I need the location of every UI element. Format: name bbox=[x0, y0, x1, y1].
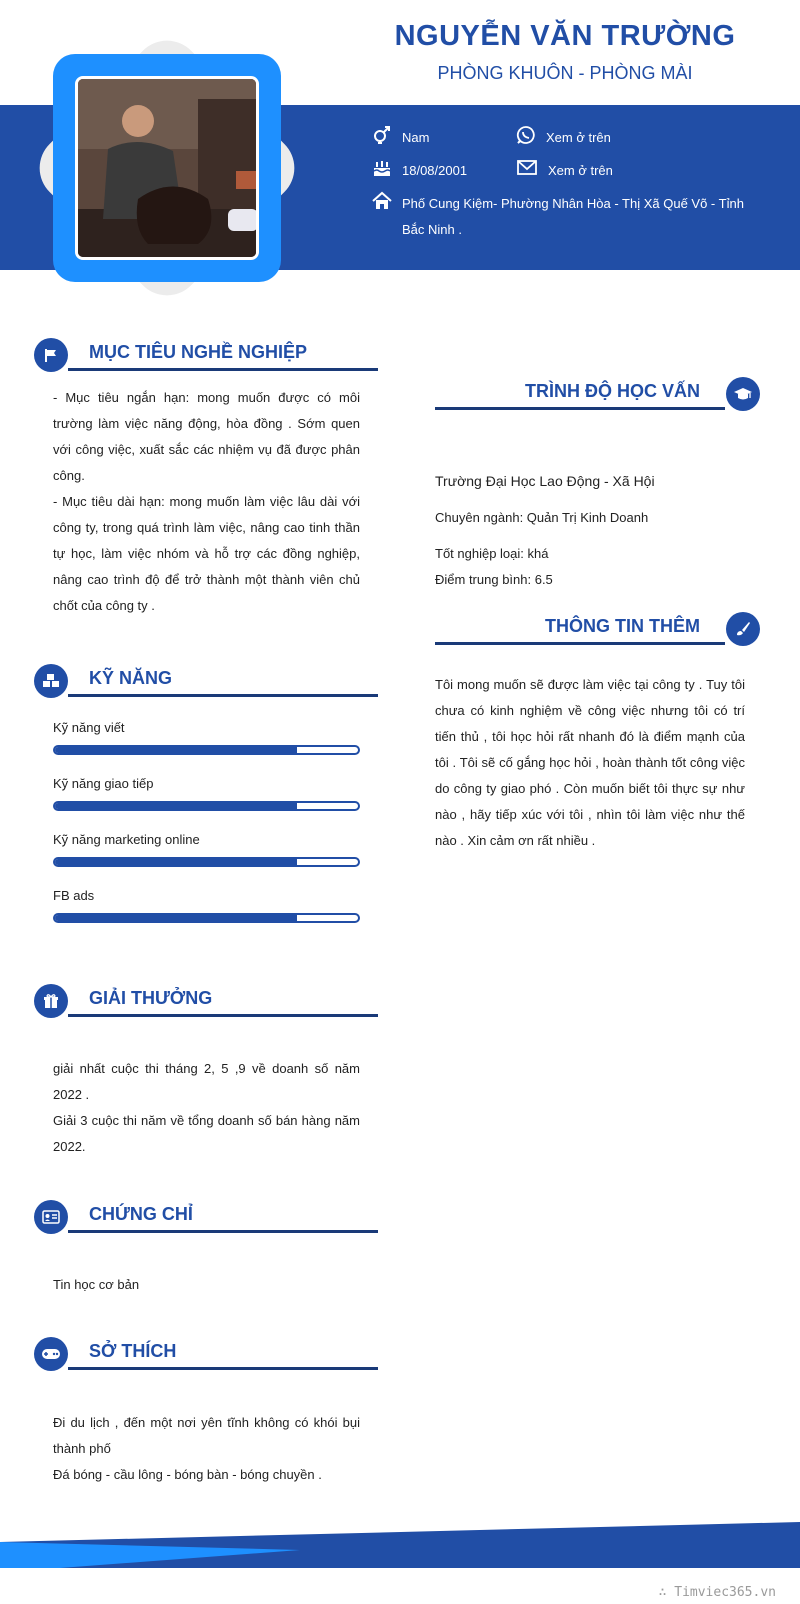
section-awards-header bbox=[34, 984, 378, 1024]
skill-label: FB ads bbox=[53, 888, 95, 903]
contact-email bbox=[516, 158, 613, 184]
skill-bar bbox=[53, 745, 360, 755]
watermark: ∴ Timviec365.vn bbox=[658, 1585, 776, 1600]
email-text: Xem ở trên bbox=[548, 163, 613, 178]
section-skills-header bbox=[34, 664, 378, 704]
address-text bbox=[402, 191, 744, 243]
skill-label: Kỹ năng marketing online bbox=[53, 832, 200, 847]
section-title: TRÌNH ĐỘ HỌC VẤN bbox=[525, 381, 700, 401]
section-extra-header bbox=[435, 612, 760, 652]
id-card-icon bbox=[34, 1200, 68, 1234]
skill-bar bbox=[53, 857, 360, 867]
extra-text: Tôi mong muốn sẽ được làm việc tại công ty . Tuy tôi chưa có kinh nghiệm về công việc nhưng tôi có trí tiến thủ , tôi học hỏi rất nhanh đó là điểm mạnh của tôi . Tôi sẽ cố gắng học hỏi , hoàn thành tốt công việc do công ty giao phó . Còn muốn biết tôi thực sự như nào , hãy tiếp xúc với tôi , nhìn tôi làm việc như thế nào . Xin cảm ơn rất nhiều . bbox=[435, 677, 745, 848]
contact-address bbox=[372, 191, 752, 243]
section-title: MỤC TIÊU NGHỀ NGHIỆP bbox=[89, 342, 308, 362]
contact-birthday bbox=[372, 158, 467, 184]
award-item: Giải 3 cuộc thi năm về tổng doanh số bán hàng năm 2022. bbox=[53, 1113, 360, 1154]
skill-fill bbox=[55, 859, 297, 865]
section-divider bbox=[68, 1367, 378, 1370]
section-certificates-header bbox=[34, 1200, 378, 1240]
candidate-position: PHÒNG KHUÔN - PHÒNG MÀI bbox=[437, 63, 693, 83]
section-divider bbox=[68, 694, 378, 697]
skill-label: Kỹ năng viết bbox=[53, 720, 125, 735]
education-school: Trường Đại Học Lao Động - Xã Hội bbox=[435, 473, 655, 489]
section-divider bbox=[68, 1014, 378, 1017]
whatsapp-icon bbox=[516, 125, 536, 145]
hobbies-text bbox=[53, 1410, 360, 1488]
gift-icon bbox=[34, 984, 68, 1018]
skill-bar bbox=[53, 801, 360, 811]
cubes-icon bbox=[34, 664, 68, 698]
address-line-1: Phố Cung Kiệm- Phường Nhân Hòa - Thị Xã Quế Võ - Tỉnh bbox=[402, 196, 744, 211]
skill-fill bbox=[55, 915, 297, 921]
contact-phone bbox=[516, 125, 611, 151]
gender-text: Nam bbox=[402, 130, 430, 145]
hobby-item: Đi du lịch , đến một nơi yên tĩnh không có khói bụi thành phố bbox=[53, 1415, 360, 1456]
paint-brush-icon bbox=[726, 612, 760, 646]
birthday-cake-icon bbox=[372, 158, 392, 178]
skill-label: Kỹ năng giao tiếp bbox=[53, 776, 154, 791]
hobby-item: Đá bóng - cầu lông - bóng bàn - bóng chuyền . bbox=[53, 1467, 322, 1482]
career-goal-long: - Mục tiêu dài hạn: mong muốn làm việc lâu dài với công ty, trong quá trình làm việc, nâng cao tinh thần tự học, làm việc nhóm và hỗ trợ các đồng nghiệp, nâng cao trình độ để trở thành một thành viên chủ chốt của công ty . bbox=[53, 494, 360, 613]
gamepad-icon bbox=[34, 1337, 68, 1371]
skill-fill bbox=[55, 803, 297, 809]
section-divider bbox=[68, 1230, 378, 1233]
awards-text bbox=[53, 1056, 360, 1160]
candidate-name: NGUYỄN VĂN TRƯỜNG bbox=[394, 20, 736, 52]
award-item: giải nhất cuộc thi tháng 2, 5 ,9 về doanh số năm 2022 . bbox=[53, 1061, 360, 1102]
career-goal-text bbox=[53, 385, 360, 619]
graduation-cap-icon bbox=[726, 377, 760, 411]
contact-gender bbox=[372, 125, 429, 151]
avatar-photo bbox=[75, 76, 259, 260]
education-rank: Tốt nghiệp loại: khá bbox=[435, 546, 549, 561]
section-career-goal-header bbox=[34, 338, 378, 378]
phone-text: Xem ở trên bbox=[546, 130, 611, 145]
section-title: GIẢI THƯỞNG bbox=[89, 988, 213, 1008]
career-goal-short: - Mục tiêu ngắn hạn: mong muốn được có môi trường làm việc năng động, hòa đồng . Sớm quen với công việc, xuất sắc các nhiệm vụ đã được phân công. bbox=[53, 390, 360, 483]
section-title: SỞ THÍCH bbox=[89, 1341, 177, 1361]
education-major: Chuyên ngành: Quản Trị Kinh Doanh bbox=[435, 510, 649, 525]
section-divider bbox=[435, 407, 725, 410]
skill-fill bbox=[55, 747, 297, 753]
section-title: KỸ NĂNG bbox=[89, 668, 173, 688]
section-divider bbox=[435, 642, 725, 645]
footer-stripes bbox=[0, 1520, 800, 1586]
address-line-2: Bắc Ninh . bbox=[402, 222, 462, 237]
section-divider bbox=[68, 368, 378, 371]
gender-icon bbox=[372, 125, 392, 145]
section-hobbies-header bbox=[34, 1337, 378, 1377]
education-gpa: Điểm trung bình: 6.5 bbox=[435, 572, 553, 587]
flag-icon bbox=[34, 338, 68, 372]
envelope-icon bbox=[516, 158, 538, 178]
avatar-frame bbox=[24, 25, 310, 311]
home-icon bbox=[372, 191, 392, 211]
certificate-item: Tin học cơ bản bbox=[53, 1277, 140, 1292]
section-title: THÔNG TIN THÊM bbox=[545, 616, 700, 636]
section-title: CHỨNG CHỈ bbox=[89, 1204, 193, 1224]
skill-bar bbox=[53, 913, 360, 923]
certificates-text bbox=[53, 1272, 360, 1298]
avatar-illustration bbox=[78, 79, 259, 260]
birthday-text: 18/08/2001 bbox=[402, 163, 468, 178]
section-education-header bbox=[435, 377, 760, 417]
